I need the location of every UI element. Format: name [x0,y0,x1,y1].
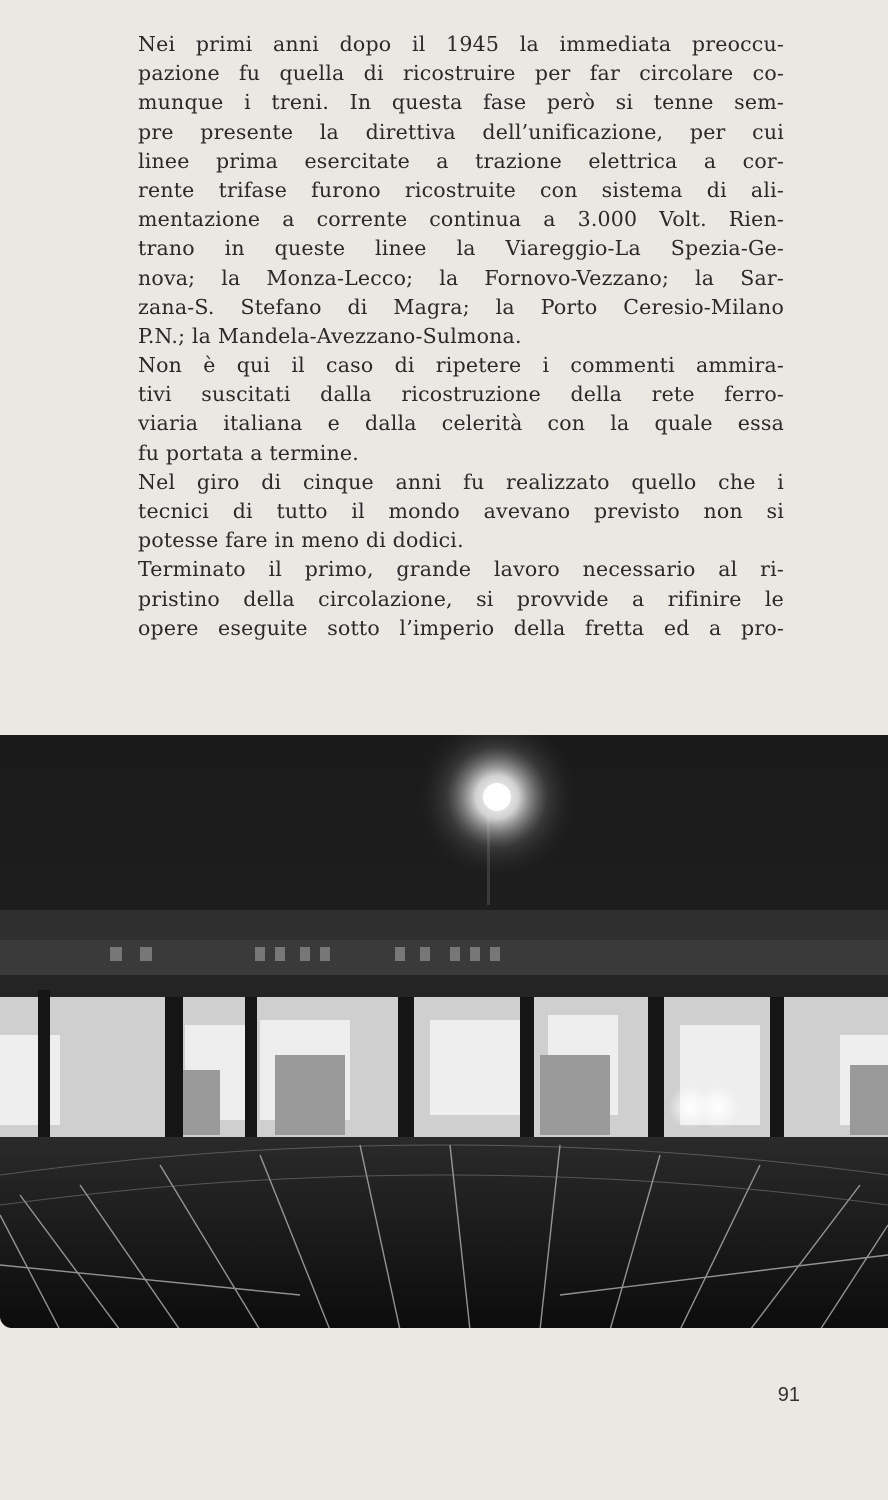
text-line: viaria italiana e dalla celerità con la quale essa [138,411,784,436]
text-line: tecnici di tutto il mondo avevano previsto non si [138,499,784,523]
text-line: pristino della circolazione, si provvide a rifinire le [138,586,784,611]
text-line: Terminato il primo, grande lavoro necessario al ri- [138,557,784,582]
paragraph-4 [138,555,784,643]
paragraph-3 [138,468,784,556]
paragraph-2 [138,351,784,468]
body-text [138,30,784,643]
text-line: zana-S. Stefano di Magra; la Porto Ceresio-Milano [138,294,784,319]
text-line: P.N.; la Mandela-Avezzano-Sulmona. [138,323,522,348]
text-line: rente trifase furono ricostruite con sistema di ali- [138,177,784,202]
text-line: trano in queste linee la Viareggio-La Spezia-Ge- [138,236,784,261]
text-line: tivi suscitati dalla ricostruzione della rete ferro- [138,382,784,407]
paragraph-1 [138,30,784,351]
text-line: potesse fare in meno di dodici. [138,528,464,553]
page-number: 91 [777,1384,800,1406]
text-line: nova; la Monza-Lecco; la Fornovo-Vezzano; la Sar- [138,265,784,290]
text-line: opere eseguite sotto l’imperio della fretta ed a pro- [138,615,784,640]
text-line: Nei primi anni dopo il 1945 la immediata preoccu- [138,32,784,56]
text-line: Non è qui il caso di ripetere i commenti ammira- [138,353,784,378]
railway-depot-night-photo [0,735,888,1328]
text-line: pazione fu quella di ricostruire per far circolare co- [138,61,784,86]
text-line: Nel giro di cinque anni fu realizzato quello che i [138,469,784,494]
text-line: munque i treni. In questa fase però si tenne sem- [138,90,784,115]
text-line: linee prima esercitate a trazione elettrica a cor- [138,148,784,173]
text-line: pre presente la direttiva dell’unificazione, per cui [138,119,784,144]
text-line: fu portata a termine. [138,440,359,465]
text-line: mentazione a corrente continua a 3.000 Volt. Rien- [138,207,784,232]
